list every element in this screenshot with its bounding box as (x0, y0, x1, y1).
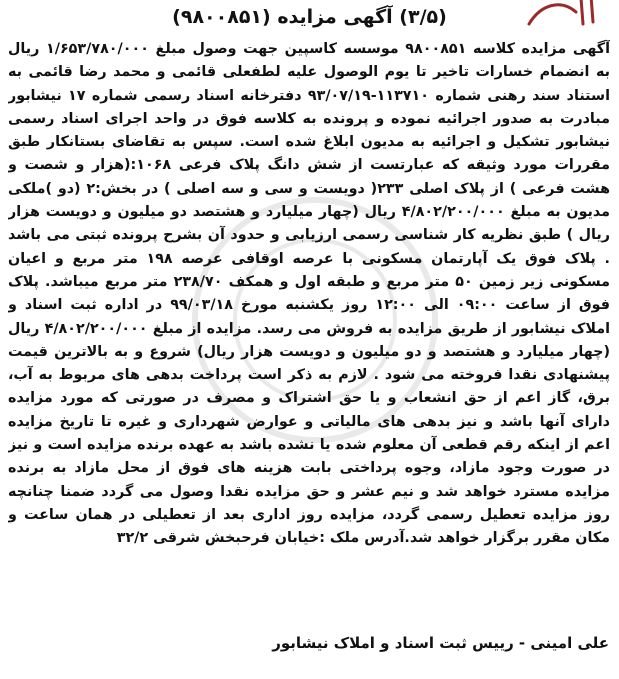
notice-signature: علی امینی - رییس ثبت اسناد و املاک نیشابور (272, 634, 609, 652)
notice-body: آگهی مزایده کلاسه ۹۸۰۰۸۵۱ موسسه کاسپین جهت وصول مبلغ ۱/۶۵۳/۷۸۰/۰۰۰ ریال به انضمام خسارات تاخیر تا یوم الوصول علیه لطفعلی قائمی و محمد رضا قائمی به استناد سند رهنی شماره ۱۱۳۷۱۰-۹۳/۰۷/۱۹ دفترخانه اسناد رسمی شماره ۱۷ نیشابور مبادرت به صدور اجرائیه نموده و پرونده به کلاسه فوق در واحد اجرای اسناد رسمی نیشابور تشکیل و اجرائیه به مدیون ابلاغ شده است. سپس به تقاضای بستانکار طبق مقررات مورد وثیقه که عبارتست از شش دانگ پلاک فرعی ۱۰۶۸:(هزار و شصت و هشت فرعی ) از پلاک اصلی ۲۳۳( دویست و سی و سه اصلی ) در بخش:۲ (دو )ملکی مدیون به مبلغ ۴/۸۰۲/۲۰۰/۰۰۰ ریال (چهار میلیارد و هشتصد دو میلیون و دویست هزار ریال ) طبق نظریه کار شناسی رسمی ارزیابی و حدود آن بشرح پرونده ثبتی می باشد . پلاک فوق یک آپارتمان مسکونی با عرصه اوقافی عرصه ۱۹۸ متر مربع و اعیان مسکونی زیر زمین ۵۰ متر مربع و طبقه اول و همکف ۲۳۸/۷۰ متر مربع میباشد. پلاک فوق از ساعت ۰۹:۰۰ الی ۱۲:۰۰ روز یکشنبه مورخ ۹۹/۰۳/۱۸ در اداره ثبت اسناد و املاک نیشابور از طریق مزایده به فروش می رسد. مزایده از مبلغ ۴/۸۰۲/۲۰۰/۰۰۰ ریال (چهار میلیارد و هشتصد و دو میلیون و دویست هزار ریال) شروع و به بالاترین قیمت پیشنهادی نقدا فروخته می شود . لازم به ذکر است پرداخت بدهی های مربوط به آب، برق، گاز اعم از حق انشعاب و یا حق اشتراک و مصرف در صورتی که مورد مزایده دارای آنها باشد و نیز بدهی های مالیاتی و عوارض شهرداری و غیره تا تاریخ مزایده اعم از اینکه رقم قطعی آن معلوم شده یا نشده باشد به عهده برنده مزایده است و نیز در صورت وجود مازاد، وجوه پرداختی بابت هزینه های فوق از محل مازاد به برنده مزایده مسترد خواهد شد و نیم عشر و حق مزایده نقدا وصول می گردد ضمنا چنانچه روز مزایده تعطیل رسمی گردد، مزایده روز اداری بعد از تعطیلی در همان ساعت و مکان مقرر برگزار خواهد شد.آدرس ملک :خیابان فرحبخش شرقی ۳۲/۲ (8, 41, 610, 547)
notice-title: (۳/۵) آگهی مزایده (۹۸۰۰۸۵۱) (172, 6, 447, 28)
